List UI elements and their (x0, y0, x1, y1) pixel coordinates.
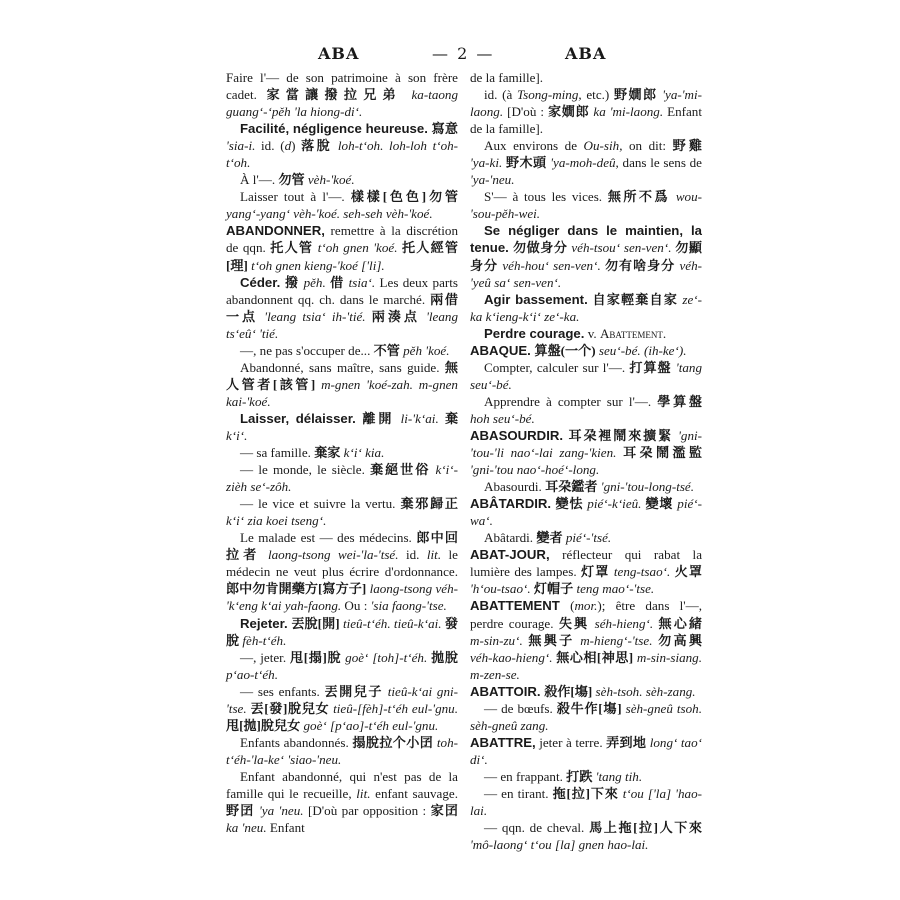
definition-text: id. ( (255, 138, 285, 154)
chinese-text: 打算盤 (629, 359, 672, 375)
definition-text: — en tirant. (484, 785, 553, 801)
romanization: 'leang ts‘eû‘ 'tié. (226, 308, 458, 341)
definition-text: enfant sauvage. (370, 785, 458, 801)
chinese-text: 耳朶裡鬧來擴緊 (568, 427, 673, 443)
romanization: d (284, 138, 292, 154)
romanization: ka-taong guang‘-‘pěh 'la hiong-di‘. (226, 87, 459, 120)
definition-text: — en frappant. (484, 768, 567, 784)
dictionary-entry (470, 325, 702, 342)
headword: Perdre courage. (484, 325, 585, 341)
page-number: — 2 — (432, 44, 495, 63)
definition-text: [D'où par opposition : (303, 803, 431, 819)
dictionary-entry (470, 785, 702, 819)
dictionary-entry (470, 222, 702, 290)
chinese-text: 棄家 (314, 445, 341, 461)
romanization: 'leang tsia‘ ih-'tié. (264, 308, 366, 324)
dictionary-entry (226, 734, 458, 768)
headword: Se négliger dans le maintien, la tenue. (470, 223, 702, 256)
romanization: 'ya-'neu. (470, 172, 515, 188)
dictionary-entry (470, 359, 702, 393)
chinese-text: 搨脫拉个小囝 (352, 734, 434, 750)
chinese-text: 兩借一点 (226, 291, 458, 324)
romanization: tieû-k‘ai gni-'tse. (226, 683, 459, 716)
dictionary-entry (226, 529, 458, 614)
chinese-text: 郎中回拉者 (226, 530, 459, 563)
chinese-text: 撥 (285, 274, 300, 290)
chinese-text: 棄 (444, 410, 459, 426)
chinese-text: 甩[搨]脫 (290, 649, 342, 665)
headword: ABATTRE, (470, 734, 536, 750)
headword: Facilité, négligence heureuse. (240, 121, 432, 137)
headword: ABASOURDIR. (470, 427, 569, 443)
chinese-text: 打跌 (566, 768, 593, 784)
chinese-text: 火罩 (674, 564, 702, 580)
chinese-text: 無人管者[該管] (226, 359, 458, 392)
dictionary-entry (226, 188, 458, 222)
headword: Rejeter. (240, 615, 292, 631)
dictionary-entry (226, 444, 458, 461)
dictionary-entry (226, 649, 458, 683)
definition-text: — le vice et suivre la vertu. (240, 496, 401, 512)
romanization: pié‘-wa‘. (470, 496, 703, 529)
dictionary-entry (226, 410, 458, 444)
definition-text: —, ne pas s'occuper de... (240, 342, 374, 358)
chinese-text: 殺牛作[塲] (556, 700, 622, 716)
romanization: 'sia-i. (226, 138, 256, 154)
chinese-text: 無心緒 (658, 615, 703, 631)
definition-text: Enfant (266, 820, 305, 836)
romanization: sèh-tsoh. sèh-zang. (595, 683, 696, 699)
chinese-text: 離開 (362, 410, 395, 426)
dictionary-entry (470, 393, 702, 427)
dictionary-entry (470, 734, 702, 768)
romanization: Ou-sih, (583, 138, 623, 154)
romanization: loh-t‘oh. loh-loh t‘oh-t‘oh. (226, 138, 459, 171)
chinese-text: 變壞 (645, 496, 674, 512)
dictionary-entry (470, 768, 702, 785)
definition-text (261, 547, 268, 562)
dictionary-entry (470, 137, 702, 188)
dictionary-entry (226, 171, 458, 188)
romanization: 'ya-moh-deû, (550, 155, 619, 171)
chinese-text: 家囝 (430, 803, 458, 819)
right-column (470, 69, 702, 853)
chinese-text: 馬上拖[拉]人下來 (589, 820, 702, 836)
chinese-text: 拋脫 (431, 649, 458, 665)
definition-text: on dit: (622, 138, 673, 154)
romanization: tieû-t‘éh. tieû-k‘ai. (342, 615, 442, 631)
dictionary-entry (226, 342, 458, 359)
romanization: ze‘-ka k‘ieng-k‘i‘ ze‘-ka. (470, 291, 702, 324)
definition-text: Compter, calculer sur l'—. (484, 359, 630, 375)
definition-text: Aux environs de (484, 138, 584, 154)
romanization: pié‘-k‘ieû. (587, 496, 642, 512)
romanization: 'gni-'tou nao‘-hoé‘-long. (470, 462, 600, 478)
definition-text: — ses enfants. (240, 683, 325, 699)
romanization: teng-tsao‘. (613, 564, 671, 580)
dictionary-entry (226, 359, 458, 410)
definition-text: ); être dans l'—, perdre courage. (470, 598, 702, 631)
chinese-text: 丟開兒子 (324, 683, 383, 699)
chinese-text: 野雞 (672, 138, 703, 154)
romanization: lit. (426, 547, 442, 563)
romanization: p‘ao-t‘éh. (226, 666, 278, 682)
romanization: tieû-[fèh]-t‘éh eul-'gnu. (333, 700, 459, 716)
romanization: k‘i‘ kia. (343, 445, 385, 461)
romanization: wou-'sou-pěh-wei. (470, 189, 702, 222)
romanization: m-gnen 'koé-zah. m-gnen kai-'koé. (226, 376, 458, 409)
dictionary-entry (226, 274, 458, 342)
dictionary-entry (226, 120, 458, 171)
headword: ABAQUE. (470, 342, 535, 358)
definition-text: Le malade est — des médecins. (240, 530, 417, 546)
definition-text: Les deux parts abandonnent qq. ch. dans le marché. (226, 274, 459, 307)
chinese-text: 家嫺郎 (547, 104, 590, 120)
romanization: 'sia faong-'tse. (370, 598, 447, 614)
chinese-text: 借 (330, 274, 345, 290)
chinese-text: 甩[拋]脫兒女 (226, 717, 301, 733)
definition-text: S'— à tous les vices. (484, 189, 608, 205)
running-head-left: ABA (318, 44, 360, 63)
romanization: 'ya-ki. (470, 155, 503, 171)
chinese-text: 耳朶鑑者 (545, 479, 598, 495)
chinese-text: 變者 (536, 530, 563, 546)
romanization: long‘ tao‘ di‘. (470, 734, 702, 767)
chinese-text: 無所不爲 (607, 189, 671, 205)
definition-text: Enfants abandonnés. (240, 734, 353, 750)
romanization: véh-'yeû sa‘ sen-ven‘. (470, 257, 702, 290)
chinese-text: 耳朶鬧濫監 (623, 445, 702, 461)
dictionary-entry (470, 188, 702, 222)
romanization: yang‘-yang‘ vèh-'koé. seh-seh vèh-'koé. (226, 206, 433, 222)
definition-text: remettre à la discrétion de qqn. (226, 223, 458, 256)
chinese-text: 算盤(一个) (534, 342, 596, 358)
headword: Laisser, délaisser. (240, 410, 363, 426)
chinese-text: 野嫺郎 (613, 87, 658, 103)
left-column (226, 69, 458, 836)
definition-text: — de bœufs. (484, 700, 557, 716)
dictionary-entry (470, 495, 702, 529)
definition-text: — le monde, le siècle. (240, 462, 371, 478)
romanization: pěh 'koé. (403, 342, 450, 358)
dictionary-entry (470, 529, 702, 546)
definition-text: de la famille]. (470, 70, 544, 85)
romanization: m-sin-siang. m-zen-se. (470, 649, 702, 682)
romanization: k‘i‘-zièh se‘-zôh. (226, 462, 458, 495)
dictionary-entry (470, 86, 702, 137)
dictionary-entry (470, 291, 702, 325)
romanization: véh-tsou‘ sen-ven‘. (571, 240, 672, 256)
romanization: li-'k‘ai. (400, 410, 439, 426)
romanization: tsia‘. (348, 274, 376, 290)
definition-text: ( (559, 598, 575, 614)
chinese-text: 學算盤 (657, 393, 703, 409)
romanization: 'gni-'tou-long-tsé. (600, 479, 695, 495)
chinese-text: 勿做身分 (513, 240, 568, 256)
chinese-text: 野木頭 (505, 155, 547, 171)
romanization: séh-hieng‘. (594, 615, 654, 631)
romanization: pié‘-'tsé. (565, 530, 612, 546)
romanization: t‘ou ['la] 'hao-lai. (470, 785, 702, 819)
romanization: pěh. (303, 274, 326, 290)
definition-text: Laisser tout à l'—. (240, 189, 351, 205)
headword: ABÂTARDIR. (470, 496, 556, 512)
romanization: t‘oh gnen kieng-'koé ['li]. (251, 257, 385, 273)
chinese-text: 灯罩 (581, 564, 610, 580)
romanization: laong-tsong véh-'k‘eng k‘ai yah-faong. (226, 581, 458, 614)
romanization: 'ya-'mi-laong. (470, 87, 702, 120)
dictionary-entry (470, 597, 702, 682)
romanization: vèh-'koé. (307, 172, 355, 188)
dictionary-entry (226, 683, 458, 734)
chinese-text: 托人管 (270, 240, 314, 256)
definition-text: réflecteur qui rabat la lumière des lampes. (470, 547, 702, 580)
romanization: ka 'mi-laong. (593, 104, 664, 120)
romanization: laong-tsong wei-'la-'tsé. (268, 547, 399, 563)
chinese-text: 野囝 (226, 803, 255, 819)
chinese-text: 自家輕棄自家 (592, 291, 678, 307)
chinese-text: 灯帽子 (533, 581, 574, 597)
chinese-text: 發脫 (226, 615, 458, 648)
chinese-text: 失興 (558, 615, 590, 631)
dictionary-entry (470, 683, 702, 700)
romanization: fèh-t‘éh. (242, 632, 287, 648)
definition-text: Abandonné, sans maître, sans guide. (240, 359, 445, 375)
romanization: mor. (574, 598, 598, 614)
chinese-text: 弄到地 (606, 734, 647, 750)
chinese-text: 家當讓撥拉兄弟 (266, 87, 402, 103)
romanization: ka 'neu. (226, 820, 267, 836)
definition-text: Abâtardi. (484, 530, 537, 546)
dictionary-entry (470, 700, 702, 734)
definition-text: [D'où : (503, 104, 548, 120)
definition-text: id. (398, 547, 427, 563)
dictionary-entry (470, 478, 702, 495)
dictionary-entry (226, 461, 458, 495)
romanization: 'h‘ou-tsao‘. (470, 581, 531, 597)
romanization: k‘i‘. (226, 427, 248, 443)
chinese-text: 棄邪歸正 (400, 496, 458, 512)
romanization: sèh-gneû tsoh. sèh-gneû zang. (470, 700, 702, 733)
chinese-text: 寫意 (431, 121, 458, 137)
romanization: teng mao‘-'tse. (576, 581, 655, 597)
romanization: Tsong-ming, (517, 87, 582, 103)
dictionary-entry (470, 69, 702, 86)
headword: Céder. (240, 274, 286, 290)
chinese-text: 樣樣[色色]勿管 (350, 189, 458, 205)
chinese-text: 殺作[塲] (544, 683, 593, 699)
dictionary-entry (226, 615, 458, 649)
definition-text: etc.) (581, 87, 614, 103)
dictionary-entry (470, 342, 702, 359)
dictionary-entry (226, 69, 458, 120)
dictionary-entry (470, 427, 702, 478)
romanization: toh-t‘éh-'la-ke‘ 'siao-'neu. (226, 734, 458, 767)
definition-text: jeter à terre. (535, 734, 607, 750)
dictionary-entry (226, 768, 458, 836)
headword: ABANDONNER, (226, 223, 325, 239)
headword: ABATTEMENT (470, 598, 560, 614)
romanization: 'gni-'tou-'li nao‘-lai zang-'kien. (470, 427, 703, 461)
definition-text: — qqn. de cheval. (484, 820, 590, 836)
romanization: k‘i‘ zia koei tseng‘. (226, 513, 327, 529)
chinese-text: 托人經管[理] (226, 240, 459, 273)
definition-text: Faire l'— de son patrimoine à son frère cadet. (226, 70, 458, 103)
chinese-text: 勿管 (278, 172, 305, 188)
romanization: goè‘ [toh]-t‘éh. (345, 649, 428, 665)
definition-text: Abasourdi. (484, 479, 546, 495)
definition-text: —, jeter. (240, 649, 291, 665)
definition-text: id. (à (484, 87, 518, 103)
romanization: 'tang tih. (595, 768, 643, 784)
chinese-text: 落脫 (301, 138, 333, 154)
definition-text: le médecin ne veut plus écrire d'ordonnance. (226, 547, 458, 580)
romanization: véh-kao-hieng‘. (470, 649, 553, 665)
romanization: 'tang seu‘-bé. (470, 359, 702, 392)
romanization: goè‘ [p‘ao]-t‘éh eul-'gnu. (303, 717, 439, 733)
chinese-text: 勿有啥身分 (604, 257, 676, 273)
romanization: seu‘-bé. (ih-ke‘). (598, 342, 687, 358)
definition-text: À l'—. (240, 172, 279, 188)
definition-text: ) (291, 138, 302, 154)
definition-text: Enfant abandonné, qui n'est pas de la famille qui le recueille, (226, 768, 458, 801)
chinese-text: 郎中勿肯開藥方[寫方子] (226, 581, 367, 597)
romanization: hoh seu‘-bé. (470, 410, 535, 426)
dictionary-entry (470, 546, 702, 597)
dictionary-entry (226, 222, 458, 273)
chinese-text: 兩湊点 (371, 308, 420, 324)
definition-text: dans le sens de (618, 155, 702, 171)
definition-text: Apprendre à compter sur l'—. (484, 393, 658, 409)
chinese-text: 勿顯身分 (470, 240, 703, 273)
romanization: m-hieng‘-'tse. (580, 632, 653, 648)
chinese-text: 丟[發]脫兒女 (250, 700, 330, 716)
definition-text: — sa famille. (240, 445, 315, 461)
definition-text: Ou : (341, 598, 371, 614)
romanization: m-sin-zu‘. (470, 632, 523, 648)
romanization: lit. (356, 785, 371, 801)
dictionary-entry (226, 495, 458, 529)
running-head-right: ABA (565, 44, 607, 63)
chinese-text: 無興子 (528, 632, 575, 648)
romanization: véh-hou‘ sen-ven‘. (502, 257, 601, 273)
chinese-text: 棄絕世俗 (370, 462, 431, 478)
romanization: 'mô-laong‘ t‘ou [la] gnen hao-lai. (470, 837, 649, 853)
chinese-text: 不管 (373, 342, 400, 358)
chinese-text: 丟脫[開] (291, 615, 340, 631)
chinese-text: 勿高興 (658, 632, 703, 648)
headword: ABATTOIR. (470, 683, 545, 699)
cross-reference: Abattement. (599, 325, 667, 341)
headword: Agir bassement. (484, 291, 593, 307)
romanization: t‘oh gnen 'koé. (317, 240, 398, 256)
romanization: 'ya 'neu. (258, 803, 304, 819)
dictionary-entry (470, 819, 702, 853)
chinese-text: 變怯 (555, 496, 584, 512)
definition-text: Enfant de la famille]. (470, 104, 702, 137)
chinese-text: 拖[拉]下來 (552, 785, 619, 801)
headword: ABAT-JOUR, (470, 547, 550, 563)
chinese-text: 無心相[神思] (556, 649, 634, 665)
definition-text: v. (584, 325, 600, 341)
